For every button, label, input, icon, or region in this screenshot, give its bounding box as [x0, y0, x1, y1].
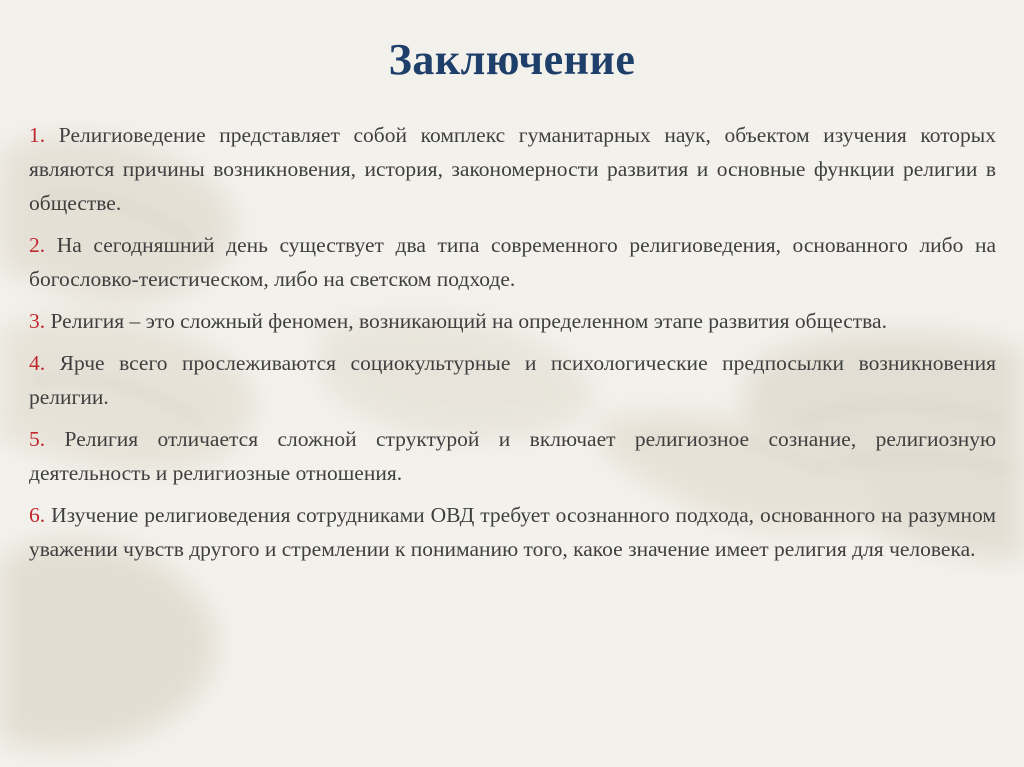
item-text: Ярче всего прослеживаются социокультурные и психологические предпосылки возникновения религии.: [29, 351, 997, 409]
list-item: [29, 346, 996, 414]
item-number: 3.: [29, 309, 46, 333]
list-item: [29, 304, 996, 338]
list-item: [29, 118, 996, 220]
item-text: На сегодняшний день существует два типа современного религиоведения, основанного либо на богословко-теистическом, либо на светском подходе.: [29, 233, 997, 291]
list-item: [29, 228, 996, 296]
item-number: 6.: [29, 503, 46, 527]
item-number: 5.: [29, 427, 46, 451]
item-text: Религия – это сложный феномен, возникающий на определенном этапе развития общества.: [50, 309, 887, 333]
item-number: 1.: [29, 123, 46, 147]
item-text: Религиоведение представляет собой комплекс гуманитарных наук, объектом изучения которых являются причины возникновения, история, закономерности развития и основные функции религии в обществе.: [29, 123, 997, 215]
slide-title: Заключение: [388, 35, 636, 84]
item-text: Изучение религиоведения сотрудниками ОВД требует осознанного подхода, основанного на разумном уважении чувств другого и стремлении к пониманию того, какое значение имеет религия для человека.: [29, 503, 997, 561]
conclusion-list: [29, 118, 996, 574]
item-number: 4.: [29, 351, 46, 375]
list-item: [29, 498, 996, 566]
list-item: [29, 422, 996, 490]
item-text: Религия отличается сложной структурой и включает религиозное сознание, религиозную деятельность и религиозные отношения.: [29, 427, 997, 485]
item-number: 2.: [29, 233, 46, 257]
